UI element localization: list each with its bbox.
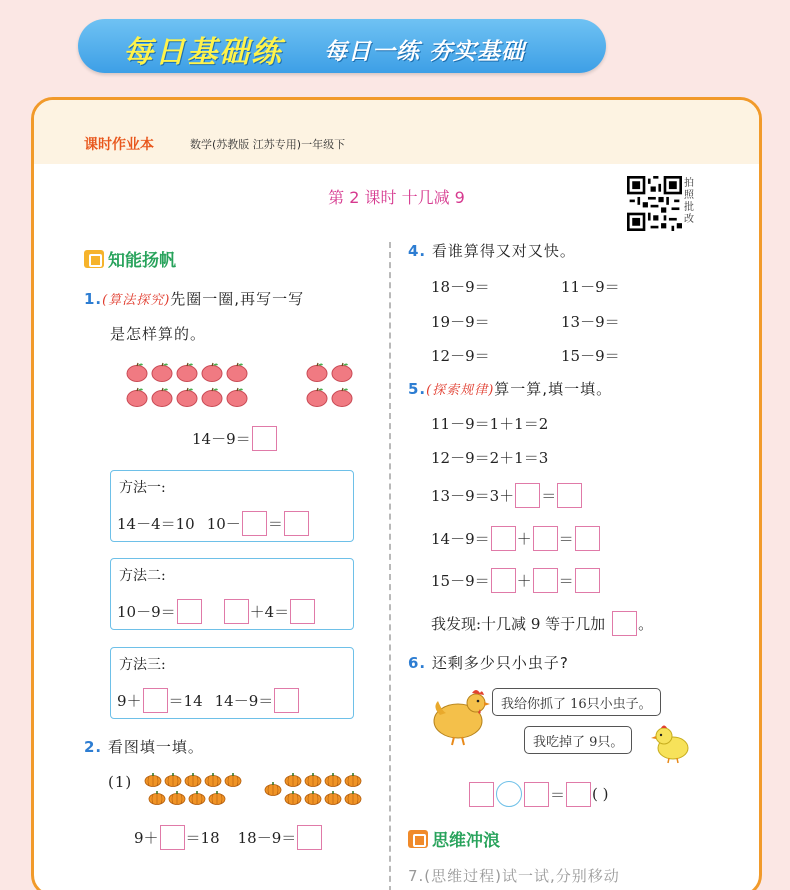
apple-icon	[126, 362, 148, 382]
q5-line-4	[431, 526, 601, 551]
apple-icon	[226, 387, 248, 407]
banner-subtitle: 每日一练 夯实基础	[324, 39, 526, 65]
equation-text: 14－9＝	[192, 430, 251, 448]
q4-item: 13－9＝	[561, 313, 620, 331]
equation-text: ＝	[267, 515, 283, 533]
question-text: 还剩多少只小虫子?	[431, 654, 569, 672]
answer-box[interactable]	[284, 511, 309, 536]
question-2-part: (1)	[108, 773, 133, 791]
pumpkin-icon	[148, 790, 166, 805]
q6-equation	[468, 781, 609, 807]
worksheet-header	[34, 100, 759, 164]
hen-illustration	[432, 685, 492, 747]
equation-text: ＋4＝	[249, 603, 290, 621]
question-7-partial: 7.(思维过程)试一试,分别移动	[408, 867, 620, 885]
chick-illustration	[651, 722, 693, 764]
question-number: 5.	[408, 380, 427, 398]
pumpkin-icon	[204, 772, 222, 787]
pumpkin-icon	[208, 790, 226, 805]
question-1	[84, 288, 304, 309]
question-number: 6.	[408, 654, 427, 672]
equation-text: 13－9＝3＋	[431, 487, 515, 505]
equation-text: ＋	[516, 572, 532, 590]
answer-box[interactable]	[566, 782, 591, 807]
question-6	[408, 652, 569, 673]
answer-box[interactable]	[274, 688, 299, 713]
equation-text: ＋	[516, 530, 532, 548]
column-divider	[389, 242, 391, 890]
answer-box[interactable]	[491, 526, 516, 551]
pumpkin-icon	[324, 790, 342, 805]
question-text: 先圈一圈,再写一写	[170, 290, 305, 308]
answer-box[interactable]	[557, 483, 582, 508]
answer-box[interactable]	[252, 426, 277, 451]
banner-title: 每日基础练	[123, 35, 283, 70]
section-title: 知能扬帆	[108, 251, 176, 271]
apple-icon	[176, 387, 198, 407]
answer-box[interactable]	[290, 599, 315, 624]
chick-speech-bubble: 我吃掉了 9只。	[524, 726, 632, 754]
book-info: 数学(苏教版 江苏专用)一年级下	[190, 138, 346, 151]
equation-text: 18－9＝	[237, 829, 297, 847]
q5-line-5	[431, 568, 601, 593]
q5-line-2: 12－9＝2＋1＝3	[431, 449, 549, 467]
pumpkin-icon	[144, 772, 162, 787]
method-2-equations	[117, 599, 316, 624]
q4-item: 11－9＝	[561, 278, 620, 296]
q2-equations	[134, 825, 323, 850]
apple-icon	[201, 362, 223, 382]
question-number: 4.	[408, 242, 427, 260]
question-5	[408, 378, 612, 399]
apple-icon	[126, 387, 148, 407]
pumpkin-icon	[304, 772, 322, 787]
question-text: 算一算,填一填。	[494, 380, 613, 398]
q1-equation	[192, 426, 278, 451]
answer-box[interactable]	[612, 611, 637, 636]
qr-caption: 拍照批改	[684, 178, 694, 225]
answer-box[interactable]	[177, 599, 202, 624]
apple-icon	[331, 362, 353, 382]
equation-text: ＝14	[168, 692, 203, 710]
answer-box[interactable]	[524, 782, 549, 807]
q5-line-3	[431, 483, 583, 508]
pumpkin-icon	[304, 790, 322, 805]
pumpkin-icon	[324, 772, 342, 787]
apple-icon	[151, 387, 173, 407]
q5-finding	[431, 611, 653, 636]
pumpkin-icon	[184, 772, 202, 787]
equation-text: ＝	[558, 530, 574, 548]
answer-box[interactable]	[297, 825, 322, 850]
section-icon	[408, 830, 428, 848]
q4-item: 15－9＝	[561, 347, 620, 365]
question-tag: (探索规律)	[426, 383, 495, 398]
equation-text: 9＋	[117, 692, 142, 710]
pumpkin-icon	[284, 790, 302, 805]
answer-box[interactable]	[224, 599, 249, 624]
equation-text: 14－9＝	[214, 692, 274, 710]
top-banner	[78, 19, 606, 73]
equation-text: 14－9＝	[431, 530, 490, 548]
question-number: 1.	[84, 290, 103, 308]
question-text: 看图填一填。	[107, 738, 204, 756]
question-tag: (算法探究)	[102, 293, 171, 308]
question-1-line2: 是怎样算的。	[110, 325, 207, 343]
apple-icon	[226, 362, 248, 382]
equation-text: 9＋	[134, 829, 159, 847]
equation-text: ＝	[541, 487, 557, 505]
equation-text: ＝	[558, 572, 574, 590]
apple-icon	[201, 387, 223, 407]
q4-item: 18－9＝	[431, 278, 490, 296]
pumpkin-icon	[344, 772, 362, 787]
equation-text: 10－	[206, 515, 241, 533]
lesson-title: 第 2 课时 十几减 9	[328, 188, 465, 207]
answer-box[interactable]	[469, 782, 494, 807]
method-title: 方法一:	[119, 480, 166, 496]
hen-speech-bubble: 我给你抓了 16只小虫子。	[492, 688, 661, 716]
apple-icon	[306, 362, 328, 382]
apple-icon	[306, 387, 328, 407]
q4-item: 19－9＝	[431, 313, 490, 331]
section-heading-1	[84, 246, 176, 271]
pumpkin-icon	[168, 790, 186, 805]
question-number: 2.	[84, 738, 103, 756]
q4-item: 12－9＝	[431, 347, 490, 365]
question-text: 看谁算得又对又快。	[431, 242, 576, 260]
pumpkin-icon	[164, 772, 182, 787]
answer-box[interactable]	[575, 568, 600, 593]
pumpkin-icon	[344, 790, 362, 805]
question-4	[408, 240, 576, 261]
finding-text: 我发现:十几减 9 等于几加	[431, 615, 606, 633]
equation-text: 15－9＝	[431, 572, 490, 590]
worksheet-card	[31, 97, 762, 890]
equation-text: 。	[638, 615, 654, 633]
section-title: 思维冲浪	[432, 831, 500, 851]
method-box-3	[110, 647, 354, 719]
equation-text: ＝	[550, 785, 566, 804]
method-3-equations	[117, 688, 300, 713]
answer-box[interactable]	[533, 568, 558, 593]
method-1-equations	[117, 511, 310, 536]
book-name: 课时作业本	[84, 137, 154, 153]
apple-icon	[176, 362, 198, 382]
answer-box[interactable]	[533, 526, 558, 551]
answer-box[interactable]	[160, 825, 185, 850]
equation-text: 10－9＝	[117, 603, 176, 621]
method-title: 方法二:	[119, 568, 166, 584]
equation-text: 14－4＝10	[117, 515, 195, 533]
unit-text: ( )	[592, 785, 609, 803]
answer-box[interactable]	[242, 511, 267, 536]
method-box-2	[110, 558, 354, 630]
answer-box[interactable]	[515, 483, 540, 508]
pumpkin-icon	[264, 781, 282, 796]
equation-text: ＝18	[185, 829, 220, 847]
method-box-1	[110, 470, 354, 542]
pumpkin-icon	[284, 772, 302, 787]
section-icon	[84, 250, 104, 268]
section-heading-2	[408, 826, 500, 851]
answer-box[interactable]	[491, 568, 516, 593]
question-2	[84, 736, 204, 757]
pumpkin-icon	[224, 772, 242, 787]
pumpkin-icon	[188, 790, 206, 805]
answer-box[interactable]	[575, 526, 600, 551]
answer-box[interactable]	[143, 688, 168, 713]
apple-icon	[151, 362, 173, 382]
apple-icon	[331, 387, 353, 407]
operator-circle[interactable]	[496, 781, 522, 807]
method-title: 方法三:	[119, 657, 166, 673]
qr-code-icon[interactable]	[627, 176, 682, 231]
q5-line-1: 11－9＝1＋1＝2	[431, 415, 549, 433]
